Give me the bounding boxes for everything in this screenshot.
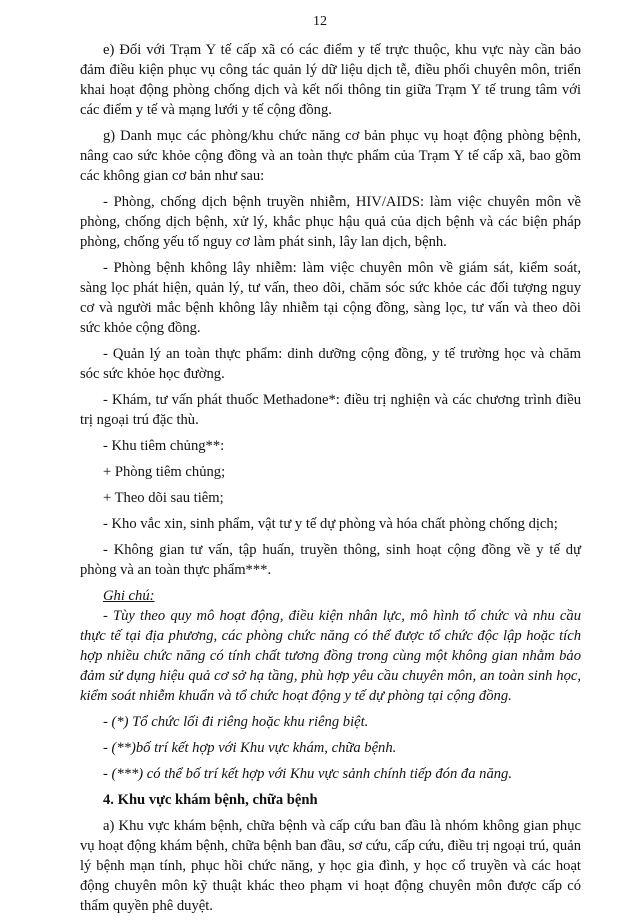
note-single-star: - (*) Tổ chức lối đi riêng hoặc khu riêng biệt. <box>103 714 369 730</box>
item-noncommunicable-disease: - Phòng bệnh không lây nhiễm: làm việc chuyên môn về giám sát, kiểm soát, sàng lọc phát hiện, quản lý, tư vấn, theo dõi, chăm sóc sức khỏe các đối tượng nguy cơ và người mắc bệnh không lây nhiễm tại cộng đồng, sàng lọc, tư vấn và theo dõi sức khỏe cộng đồng. <box>80 260 581 336</box>
item-community-space: - Không gian tư vấn, tập huấn, truyền thông, sinh hoạt cộng đồng về y tế dự phòng và an toàn thực phẩm***. <box>80 542 581 578</box>
item-infectious-disease: - Phòng, chống dịch bệnh truyền nhiễm, HIV/AIDS: làm việc chuyên môn về phòng, chống dịch bệnh, xử lý, khắc phục hậu quả của dịch bệnh và các biện pháp phòng, chống yếu tố nguy cơ làm phát sinh, lây lan dịch, bệnh. <box>80 194 581 250</box>
paragraph-e: e) Đối với Trạm Y tế cấp xã có các điểm y tế trực thuộc, khu vực này cần bảo đảm điều kiện phục vụ công tác quản lý dữ liệu dịch tễ, điều phối chuyên môn, triển khai hoạt động phòng chống dịch và kết nối thông tin giữa Trạm Y tế trung tâm với các điểm y tế và mạng lưới y tế cộng đồng. <box>80 42 581 118</box>
note-triple-star: - (***) có thể bố trí kết hợp với Khu vực sảnh chính tiếp đón đa năng. <box>103 766 512 782</box>
note-scale: - Tùy theo quy mô hoạt động, điều kiện nhân lực, mô hình tổ chức và nhu cầu thực tế tại địa phương, các phòng chức năng có thể được tổ chức độc lập hoặc tích hợp nhiều chức năng có tính chất tương đồng trong cùng một không gian nhằm bảo đảm sử dụng hiệu quả cơ sở hạ tầng, phù hợp yêu cầu chuyên môn, an toàn sinh học, kiểm soát nhiễm khuẩn và tổ chức hoạt động y tế dự phòng tại cộng đồng. <box>80 608 581 704</box>
item-storage: - Kho vắc xin, sinh phẩm, vật tư y tế dự phòng và hóa chất phòng chống dịch; <box>103 516 558 532</box>
notes-title-text: Ghi chú: <box>103 588 155 604</box>
item-food-safety: - Quản lý an toàn thực phẩm: dinh dưỡng cộng đồng, y tế trường học và chăm sóc sức khỏe học đường. <box>80 346 581 382</box>
item-vaccination-area: - Khu tiêm chủng**: <box>103 438 225 454</box>
section-4-paragraph-a: a) Khu vực khám bệnh, chữa bệnh và cấp cứu ban đầu là nhóm không gian phục vụ hoạt động khám bệnh, chữa bệnh ban đầu, sơ cứu, cấp cứu, điều trị ngoại trú, quản lý bệnh mạn tính, phục hồi chức năng, y học gia đình, y học cổ truyền và các hoạt động chuyên môn kỹ thuật khác theo phạm vi hoạt động chuyên môn được cấp có thẩm quyền phê duyệt. <box>80 818 581 914</box>
note-double-star: - (**)bố trí kết hợp với Khu vực khám, chữa bệnh. <box>103 740 397 756</box>
document-body <box>80 40 581 922</box>
item-methadone: - Khám, tư vấn phát thuốc Methadone*: điều trị nghiện và các chương trình điều trị ngoại trú đặc thù. <box>80 392 581 428</box>
notes-block <box>80 586 581 706</box>
notes-title <box>80 586 581 606</box>
item-post-vaccination: + Theo dõi sau tiêm; <box>103 490 224 506</box>
item-vaccination-room: + Phòng tiêm chủng; <box>103 464 226 480</box>
section-4-heading: 4. Khu vực khám bệnh, chữa bệnh <box>103 792 318 808</box>
page-number: 12 <box>313 14 327 29</box>
paragraph-g: g) Danh mục các phòng/khu chức năng cơ bản phục vụ hoạt động phòng bệnh, nâng cao sức khỏe cộng đồng và an toàn thực phẩm của Trạm Y tế cấp xã, bao gồm các không gian cơ bản như sau: <box>80 128 581 184</box>
